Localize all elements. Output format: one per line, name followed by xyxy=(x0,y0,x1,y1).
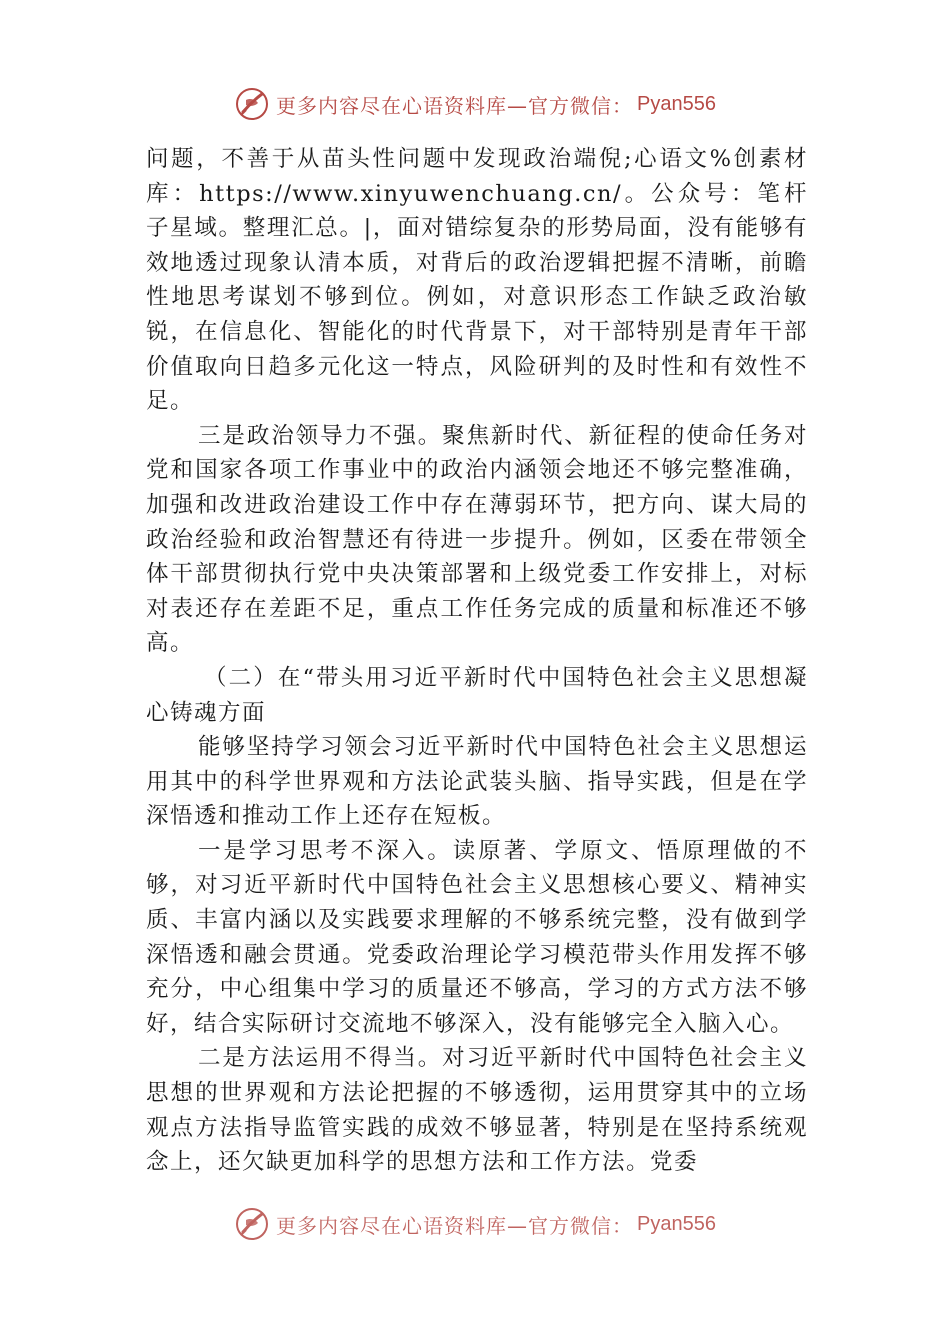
paragraph-3: 能够坚持学习领会习近平新时代中国特色社会主义思想运用其中的科学世界观和方法论武装头脑、指导实践，但是在学深悟透和推动工作上还存在短板。 xyxy=(146,734,808,830)
paragraph-1: 问题，不善于从苗头性问题中发现政治端倪;心语文%创素材库：https://www.xinyuwenchuang.cn/。公众号：笔杆子星域。整理汇总。|，面对错综复杂的形势局面，没有能够有效地透过现象认清本质，对背后的政治逻辑把握不清晰，前瞻性地思考谋划不够到位。例如，对意识形态工作缺乏政治敏锐，在信息化、智能化的时代背景下，对干部特别是青年干部价值取向日趋多元化这一特点，风险研判的及时性和有效性不足。 xyxy=(146,146,808,415)
pen-logo-icon xyxy=(234,1206,270,1242)
section-heading: （二）在“带头用习近平新时代中国特色社会主义思想凝心铸魂方面 xyxy=(146,664,808,726)
document-body xyxy=(146,142,808,1222)
paragraph-4: 一是学习思考不深入。读原著、学原文、悟原理做的不够，对习近平新时代中国特色社会主义思想核心要义、精神实质、丰富内涵以及实践要求理解的不够系统完整，没有做到学深悟透和融会贯通。党委政治理论学习模范带头作用发挥不够充分，中心组集中学习的质量还不够高，学习的方式方法不够好，结合实际研讨交流地不够深入，没有能够完全入脑入心。 xyxy=(146,837,808,1037)
header-banner-text: 更多内容尽在心语资料库—官方微信： xyxy=(276,93,633,118)
header-watermark xyxy=(234,84,716,124)
footer-banner-text: 更多内容尽在心语资料库—官方微信： xyxy=(276,1213,633,1238)
header-banner-wechat-id: Pyan556 xyxy=(637,92,716,115)
footer-banner-wechat-id: Pyan556 xyxy=(637,1212,716,1235)
pen-logo-icon xyxy=(234,86,270,122)
paragraph-2: 三是政治领导力不强。聚焦新时代、新征程的使命任务对党和国家各项工作事业中的政治内涵领会地还不够完整准确，加强和改进政治建设工作中存在薄弱环节，把方向、谋大局的政治经验和政治智慧还有待进一步提升。例如，区委在带领全体干部贯彻执行党中央决策部署和上级党委工作安排上，对标对表还存在差距不足，重点工作任务完成的质量和标准还不够高。 xyxy=(146,422,808,657)
paragraph-5: 二是方法运用不得当。对习近平新时代中国特色社会主义思想的世界观和方法论把握的不够透彻，运用贯穿其中的立场观点方法指导监管实践的成效不够显著，特别是在坚持系统观念上，还欠缺更加科学的思想方法和工作方法。党委 xyxy=(146,1045,808,1176)
footer-watermark xyxy=(234,1204,716,1244)
